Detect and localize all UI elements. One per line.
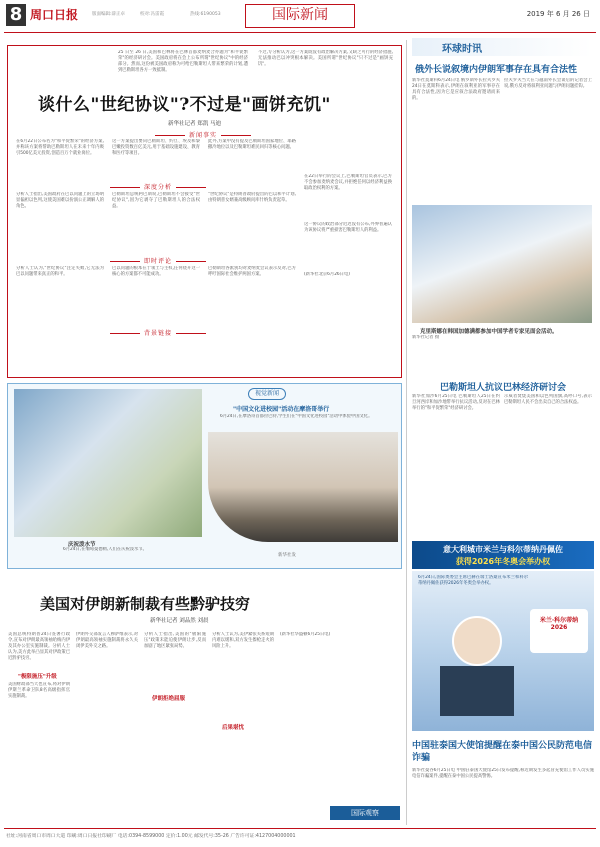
- lead-article: [7, 45, 402, 378]
- water-festival-title: 庆祝泼水节: [68, 542, 96, 548]
- sidebar-bottom-text: 新华社曼谷6月25日电 中国驻泰国大使馆25日发布提醒,称近期发生多起冒充使馆工作人员实施电信诈骗案件,提醒在泰中国公民提高警惕。: [412, 768, 594, 779]
- olympics-sign-city: 米兰·科尔蒂纳: [539, 617, 579, 624]
- iran-col6: (新华社华盛顿6月25日电): [280, 632, 331, 637]
- column-divider: [406, 40, 407, 825]
- iran-col4: 分析人士指出,美国的"极限施压"政策未能迫使伊朗让步,反而加剧了地区紧张局势。: [144, 632, 206, 649]
- issue-date: 2019 年 6 月 26 日: [526, 10, 590, 18]
- sidebar-top-text2: 拉夫罗夫当天在与越南外长会谈后的记者会上说,俄方反对将叙利亚问题与伊朗问题挂钩。: [504, 78, 592, 89]
- lead-intro: 25 日至 26 日,美国和巴林将在巴林首都麦纳麦合办题为"和平促繁荣"的经济研讨会。美国政府将在会上公布所谓"世纪协议"中的经济部分。然而,这份被美国政府称为可给巴勒斯坦人带来繁荣的计划,遭到巴勒斯坦各方一致抵制。: [118, 50, 248, 73]
- lead-col4: 在22日举行的会议上,巴勒斯坦官员表示,巴方不会参加麦纳麦会议,并拒绝任何以经济利益换取政治权利的方案。: [304, 174, 392, 191]
- photo-caption-title: 克里斯娜在韩国加德满都参加中国学者专家见面会活动。: [420, 329, 558, 335]
- photo-caption-credit: 新华社记者 摄: [412, 335, 440, 340]
- scholars-photo: [412, 205, 592, 323]
- header-rule: [4, 32, 596, 33]
- iran-col2: 美国财政部当天也宣布,将对伊朗伊斯兰革命卫队8名高级指挥官实施制裁。: [8, 682, 70, 699]
- sidebar-top-headline: 俄外长说叙境内伊朗军事存在具有合法性: [415, 65, 578, 75]
- iran-headline: 美国对伊朗新制裁有些黔驴技穷: [40, 595, 251, 613]
- olympics-sign-year: 2026: [550, 624, 568, 631]
- world-observation-label: 国际观察: [330, 806, 400, 820]
- olympics-sign: [530, 609, 588, 653]
- lead-col6: 巴勒斯坦总统阿巴斯说,巴勒斯坦不会接受"世纪协议",因为它剥夺了巴勒斯坦人的合法权益。: [112, 192, 200, 209]
- sidebar-mid-headline: 巴勒斯坦人抗议巴林经济研讨会: [440, 383, 567, 393]
- culture-title: "中国文化进校园"活动在摩洛哥举行: [233, 406, 330, 413]
- sub-head-analysis: 深度分析: [18, 182, 298, 191]
- global-news-header: [412, 38, 592, 56]
- lead-col1: 在6月22日公布名为"和平促繁荣"的经济方案,并称该方案将帮助巴勒斯坦人在未来十年内吸引500亿美元投资,创造百万个就业岗位。: [16, 139, 104, 156]
- lead-col9: 分析人士认为,"世纪协议"注定失败,它无法为巴以问题带来真正的和平。: [16, 266, 104, 277]
- footer-rule: [4, 828, 596, 829]
- lead-col12: (新华社北京6月26日电): [304, 272, 350, 277]
- olympics-caption: 6月24日,国际奥委会主席巴赫在瑞士洛桑宣布米兰和科尔蒂纳丹佩佐获得2026年冬奥会举办权。: [418, 575, 528, 586]
- global-news-label: 环球时讯: [442, 44, 482, 55]
- editor-credit: 版面编辑:薛正卓: [92, 12, 126, 17]
- section-title: 国际新闻: [245, 4, 355, 28]
- olympics-banner: [412, 541, 594, 569]
- sub-head-background: 背景链接: [18, 328, 298, 337]
- lead-col3: 此外,方案中没有提及巴勒斯坦国家地位、耶路撒冷地位以及巴勒斯坦难民回归等核心问题。: [208, 139, 296, 150]
- sidebar-mid-text: 新华社加沙6月25日电 巴勒斯坦人25日在约旦河西岸和加沙地带举行抗议活动,反对在巴林举行的"和平促繁荣"经济研讨会。: [412, 394, 500, 411]
- photo-credit: 新华社发: [278, 553, 296, 558]
- footer-info: 社址:河南省周口市周口大道 印刷:周口日报社印刷厂 电话:0394-8599000 定价:1.00元 邮发代号:35-26 广告许可证:4127004000001: [6, 834, 296, 839]
- page-number: 8: [6, 4, 26, 26]
- olympics-photo: [412, 571, 594, 731]
- iran-col5: 分析人士认为,美伊紧张关系短期内难以缓和,双方发生擦枪走火的风险上升。: [212, 632, 274, 649]
- iran-sub1: "极限施压"升级: [18, 674, 57, 680]
- lead-col7: "世纪协议"是特朗普政府提出的巴以和平计划,由特朗普女婿兼高级顾问库什纳负责起草。: [208, 192, 296, 203]
- speaker-figure: [452, 616, 502, 666]
- hotline: 热线:6190053: [190, 12, 221, 17]
- culture-photo: [208, 432, 398, 542]
- visual-news-label: 视觉新闻: [248, 388, 286, 400]
- culture-caption: 6月24日,在摩洛哥首都拉巴特,学生们在"中国文化进校园"活动中体验中国文化。: [220, 414, 373, 419]
- sidebar-mid-text2: 示威者焚烧美国和以色列国旗,高呼口号,表示巴勒斯坦人民不会出卖自己的合法权益。: [504, 394, 592, 405]
- olympics-banner-line1: 意大利城市米兰与科尔蒂纳丹佩佐: [443, 545, 563, 554]
- proof-credit: 校对:冯雷霞: [140, 12, 165, 17]
- iran-col3: 伊朗外交部发言人穆萨维表示,对伊朗最高领袖实施制裁将永久关闭伊美外交之路。: [76, 632, 138, 649]
- lead-col10: 巴以问题的根本在于领土与主权,任何绕开这一核心的方案都不可能成功。: [112, 266, 200, 277]
- iran-sub3: 后果堪忧: [222, 725, 245, 731]
- iran-byline: 新华社记者 刘品然 刘晨: [150, 618, 209, 624]
- sub-head-news-fact: 新闻事实: [18, 130, 388, 139]
- water-festival-photo: [14, 389, 202, 537]
- lead-byline: 新华社记者 郑凯 马迪: [168, 121, 221, 127]
- lead-headline: 谈什么"世纪协议"?不过是"画饼充饥": [38, 95, 331, 115]
- lead-col11: 巴勒斯坦各派别均对麦纳麦会议表示反对,巴方呼吁国际社会维护两国方案。: [208, 266, 296, 277]
- olympics-banner-line2: 获得2026年冬奥会举办权: [455, 557, 551, 566]
- water-festival-caption: 6月24日,在缅甸曼德勒,人们在庆祝泼水节。: [63, 547, 147, 552]
- iran-sub2: 伊朗拒绝屈服: [152, 696, 186, 702]
- sidebar-bottom-headline: 中国驻泰国大使馆提醒在泰中国公民防范电信诈骗: [412, 741, 593, 763]
- lead-col5: 分析人士指出,美国政府在巴以问题上的立场明显偏袒以色列,这使美国难以扮演公正调解人的角色。: [16, 192, 104, 209]
- sub-head-comment: 即时评论: [18, 256, 298, 265]
- newspaper-logo: 周口日报: [30, 8, 79, 22]
- podium: [440, 666, 514, 716]
- lead-intro-right: 不过,专分析认为,这一方案既没有政治解决方案,又缺乏可行的经济措施,无法推动巴以冲突根本解决。美国所谓"世纪协议"只不过是"画饼充饥"。: [258, 50, 393, 67]
- photo-strip: [7, 383, 402, 569]
- iran-col1: 美国总统特朗普24日签署行政令,宣布对伊朗最高领袖哈梅内伊及其办公室实施制裁。分析人士认为,美方此举凸显其对伊政策已近黔驴技穷。: [8, 632, 70, 661]
- lead-col2: 这一方案提出要向巴勒斯坦、约旦、埃及和黎巴嫩投资数百亿美元,用于基础设施建设、教育和医疗等项目。: [112, 139, 200, 156]
- lead-col8: 这一协议的政治部分迟迟没有公布,外界普遍认为该协议将严重损害巴勒斯坦人的利益。: [304, 222, 392, 233]
- sidebar-top-text: 新华社莫斯科6月24日电 俄罗斯外长拉夫罗夫24日在莫斯科表示,伊朗在叙利亚的军事存在具有合法性,因为它是应叙合法政府邀请而来的。: [412, 78, 500, 101]
